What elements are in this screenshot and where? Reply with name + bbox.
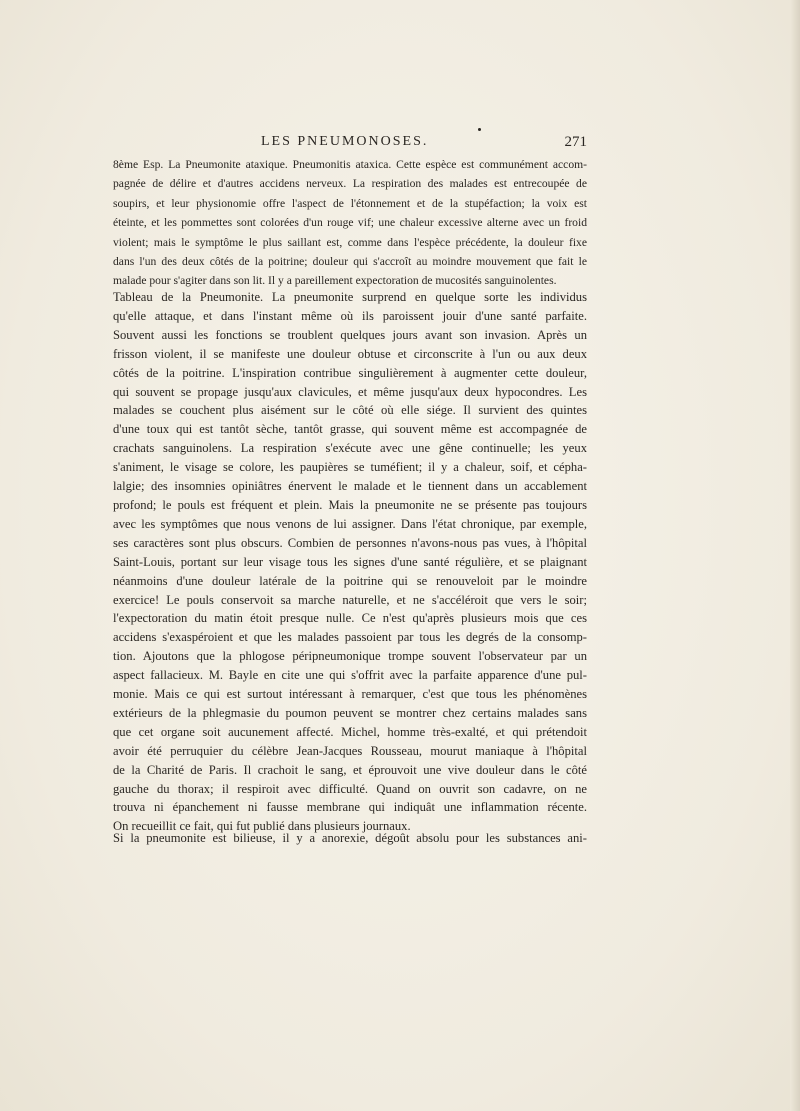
- tableau-line-7: malades se couchent plus aisément sur le côté où elle siége. Il survient des quintes: [113, 403, 587, 418]
- species-8-line-1: 8ème Esp. La Pneumonite ataxique. Pneumonitis ataxica. Cette espèce est communément accom-: [113, 158, 587, 171]
- species-8-line-3: soupirs, et leur physionomie offre l'aspect de l'étonnement et de la stupéfaction; la voix est: [113, 196, 587, 210]
- page-edge: [790, 0, 800, 1111]
- species-8-line-5: violent; mais le symptôme le plus saillant est, comme dans l'espèce précédente, la douleur fixe: [113, 235, 587, 249]
- tableau-line-5: côtés de la poitrine. L'inspiration contribue singulièrement à augmenter cette douleur,: [113, 365, 587, 380]
- tableau-line-11: lalgie; des insomnies opiniâtres énervent le malade et le tiennent dans un accablement: [113, 479, 587, 494]
- tableau-line-3: Souvent aussi les fonctions se troublent quelques jours avant son invasion. Après un: [113, 327, 587, 342]
- tableau-line-6: qui souvent se propage jusqu'aux clavicules, et même jusqu'aux deux hypocondres. Les: [113, 384, 587, 399]
- tableau-line-19: accidens s'exaspéroient et que les malades passoient par tous les degrés de la consomp-: [113, 630, 587, 645]
- tableau-line-18: l'expectoration du matin étoit presque nulle. Ce n'est qu'après plusieurs mois que ces: [113, 611, 587, 626]
- tableau-line-15: Saint-Louis, portant sur leur visage tous les signes d'une santé régulière, et se plaignant: [113, 554, 587, 569]
- tableau-line-20: tion. Ajoutons que la phlogose péripneumonique trompe souvent l'observateur par un: [113, 649, 587, 664]
- tableau-line-17: exercice! Le pouls conservoit sa marche naturelle, et ne s'accéléroit que vers le soir;: [113, 592, 587, 607]
- tableau-line-9: crachats sanguinolens. La respiration s'exécute avec une gêne continuelle; les yeux: [113, 441, 587, 456]
- tableau-line-12: profond; le pouls est fréquent et plein. Mais la pneumonite ne se présente pas toujours: [113, 497, 587, 512]
- tableau-line-13: avec les symptômes que nous venons de lui assigner. Dans l'état chronique, par exemple,: [113, 516, 587, 531]
- tableau-line-2: qu'elle attaque, et dans l'instant même où ils paroissent jouir d'une santé parfaite.: [113, 308, 587, 323]
- tableau-line-28: trouva ni épanchement ni fausse membrane qui indiquât une inflammation récente.: [113, 800, 587, 815]
- species-8-paragraph: [113, 155, 587, 291]
- tableau-line-27: gauche du thorax; il respiroit avec difficulté. Quand on ouvrit son cadavre, on ne: [113, 781, 587, 796]
- species-8-line-2: pagnée de délire et d'autres accidens nerveux. La respiration des malades est entrecoupée de: [113, 177, 587, 191]
- tableau-paragraph: [113, 288, 587, 836]
- tableau-line-4: frisson violent, il se manifeste une douleur obtuse et circonscrite à l'un ou aux deux: [113, 346, 587, 361]
- tableau-line-29: On recueillit ce fait, qui fut publié dans plusieurs journaux.: [113, 819, 411, 834]
- tableau-line-24: que cet organe soit aucunement affecté. Michel, homme très-exalté, et qui prétendoit: [113, 724, 587, 739]
- tableau-line-26: de la Charité de Paris. Il crachoit le sang, et éprouvoit une vive douleur dans le côté: [113, 762, 587, 777]
- tableau-line-14: ses caractères sont plus obscurs. Combien de personnes n'avons-nous pas vues, à l'hôpital: [113, 535, 587, 550]
- tableau-line-21: aspect fallacieux. M. Bayle en cite une qui s'offrit avec la parfaite apparence d'une pul-: [113, 668, 587, 683]
- tableau-line-23: extérieurs de la phlegmasie du poumon peuvent se montrer chez certains malades sans: [113, 705, 587, 720]
- ink-spot: [478, 128, 481, 131]
- species-8-line-6: dans l'un des deux côtés de la poitrine; douleur qui s'accroît au moindre mouvement que fait le: [113, 255, 587, 269]
- bilieuse-paragraph: [113, 829, 587, 848]
- species-8-line-4: éteinte, et les pommettes sont colorées d'un rouge vif; une chaleur excessive alterne avec un froid: [113, 216, 587, 230]
- page-number: 271: [564, 134, 587, 150]
- bilieuse-line-1: Si la pneumonite est bilieuse, il y a anorexie, dégoût absolu pour les substances ani-: [113, 831, 587, 845]
- running-head-title: LES PNEUMONOSES.: [261, 134, 429, 149]
- tableau-line-22: monie. Mais ce qui est surtout intéressant à remarquer, c'est que tous les phénomènes: [113, 687, 587, 702]
- tableau-line-10: s'animent, le visage se colore, les paupières se tuméfient; il y a chaleur, soif, et cépha-: [113, 460, 587, 475]
- tableau-line-25: avoir été perruquier du célèbre Jean-Jacques Rousseau, mourut maniaque à l'hôpital: [113, 743, 587, 758]
- tableau-line-16: néanmoins d'une douleur latérale de la poitrine qui se renouveloit par le moindre: [113, 573, 587, 588]
- species-8-line-7: malade pour s'agiter dans son lit. Il y a pareillement expectoration de mucosités sanguinolentes.: [113, 274, 557, 288]
- tableau-line-1: Tableau de la Pneumonite. La pneumonite surprend en quelque sorte les individus: [113, 290, 587, 304]
- tableau-line-8: d'une toux qui est tantôt sèche, tantôt grasse, qui souvent même est accompagnée de: [113, 422, 587, 437]
